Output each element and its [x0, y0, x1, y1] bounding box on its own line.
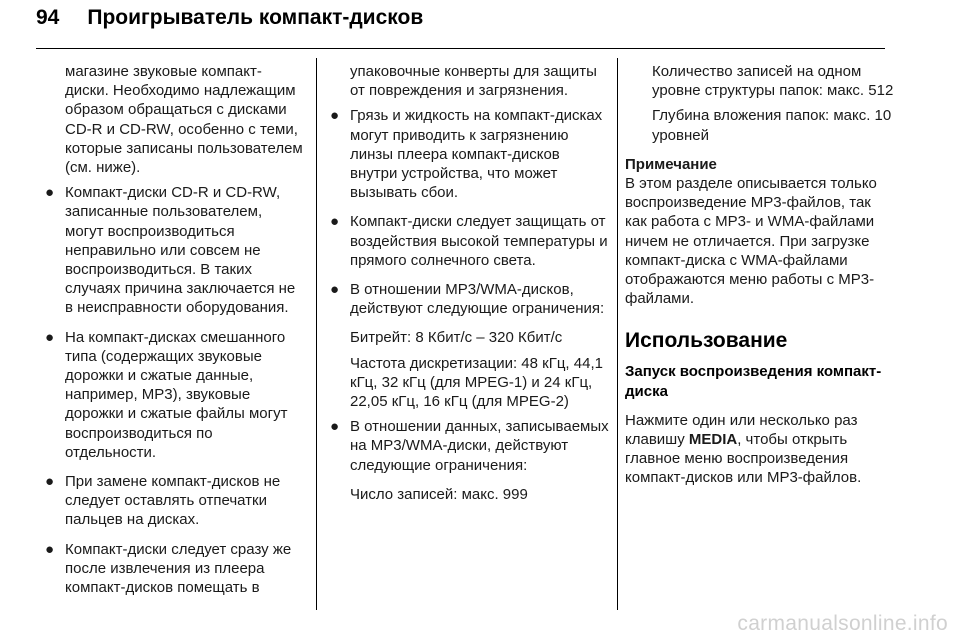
page-title: Проигрыватель компакт-дисков [87, 6, 424, 29]
media-key-label: MEDIA [688, 431, 738, 449]
list-item [42, 328, 304, 462]
list-item [42, 472, 304, 530]
section-title: Использование [625, 329, 788, 353]
bullet-icon: ● [45, 540, 55, 558]
bullet-icon: ● [330, 418, 340, 436]
list-item [42, 183, 304, 317]
list-item-text: Компакт-диски CD-R и CD-RW, записанные пользователем, могут воспроизводиться неправильно или совсем не воспроизводиться. В таких случаях причина заключается не в неисправности оборудования. [65, 184, 296, 317]
sampling-rate-limit: Частота дискретизации: 48 кГц, 44,1 кГц, 32 кГц (для MPEG-1) и 24 кГц, 22,05 кГц, 16 кГц (для MPEG-2) [350, 354, 603, 411]
list-item-text: В отношении MP3/WMA-дисков, действуют следующие ограничения: [350, 281, 605, 318]
page-header [36, 6, 423, 40]
bullet-icon: ● [330, 107, 340, 125]
header-rule [36, 48, 885, 49]
watermark: carmanualsonline.info [737, 612, 948, 635]
usage-text-before: Нажмите один или несколько раз клавишу [625, 411, 858, 449]
column-divider-2 [617, 58, 618, 610]
subsection-title: Запуск воспроизведения компакт-диска [625, 363, 882, 400]
column-2 [327, 62, 609, 510]
column-3 [625, 62, 895, 488]
bitrate-limit: Битрейт: 8 Кбит/с – 320 Кбит/с [350, 329, 563, 347]
folder-depth-limit: Глубина вложения папок: макс. 10 уровней [652, 107, 892, 144]
list-item-text: Компакт-диски следует сразу же после извлечения из плеера компакт-дисков помещать в [65, 540, 292, 597]
list-item-text: Грязь и жидкость на компакт-дисках могут приводить к загрязнению линзы плеера компакт-дисков внутри устройства, что может вызывать сбои. [350, 107, 603, 202]
list-item-text: Компакт-диски следует защищать от воздействия высокой температуры и прямого солнечного света. [350, 213, 608, 269]
bullet-icon: ● [45, 184, 55, 202]
records-limit: Число записей: макс. 999 [350, 485, 528, 503]
continued-paragraph: магазине звуковые компакт-диски. Необходимо надлежащим образом обращаться с дисками CD-R и CD-RW, особенно с теми, которые записаны пользователем (см. ниже). [65, 63, 303, 177]
records-per-level-limit: Количество записей на одном уровне структуры папок: макс. 512 [652, 63, 894, 100]
page-number: 94 [36, 6, 60, 29]
note-body: В этом разделе описывается только воспроизведение MP3-файлов, так как работа с MP3- и WMA-файлами ничем не отличается. При загрузке компакт-диска с WMA-файлами отображаются меню работы с MP3-файлами. [625, 175, 877, 308]
column-divider-1 [316, 58, 317, 610]
list-item [327, 280, 609, 318]
bullet-icon: ● [45, 328, 55, 346]
bullet-icon: ● [330, 281, 340, 299]
note-title: Примечание [625, 155, 717, 173]
list-item [327, 106, 609, 202]
continued-paragraph: упаковочные конверты для защиты от повреждения и загрязнения. [350, 63, 597, 100]
list-item [327, 212, 609, 270]
usage-paragraph [625, 411, 895, 488]
list-item-text: На компакт-дисках смешанного типа (содержащих звуковые дорожки и сжатые данные, например, MP3), звуковые дорожки и сжатые файлы могут воспроизводиться по отдельности. [65, 328, 288, 461]
list-item [327, 417, 609, 475]
usage-text-after: , чтобы открыть главное меню воспроизведения компакт-дисков или MP3-файлов. [625, 431, 862, 487]
list-item-text: В отношении данных, записываемых на MP3/WMA-диски, действуют следующие ограничения: [350, 418, 609, 474]
list-item [42, 540, 304, 598]
bullet-icon: ● [330, 213, 340, 231]
list-item-text: При замене компакт-дисков не следует оставлять отпечатки пальцев на дисках. [65, 473, 281, 529]
column-1 [42, 62, 304, 607]
bullet-icon: ● [45, 473, 55, 491]
